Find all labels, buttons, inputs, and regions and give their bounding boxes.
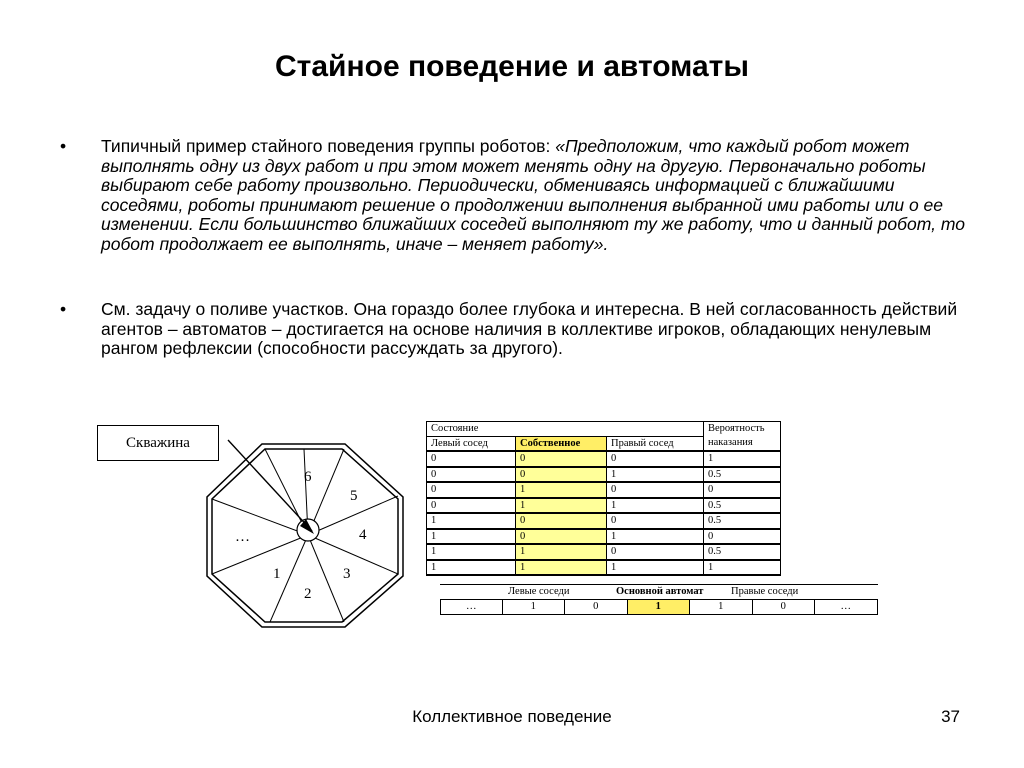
bullet-1-text xyxy=(101,137,971,254)
table-cell: 0 xyxy=(704,529,781,545)
bullet-marker: • xyxy=(60,299,67,319)
well-label-box xyxy=(97,425,219,461)
table-cell: 0 xyxy=(704,482,781,498)
bullet-marker: • xyxy=(60,136,67,156)
table-cell: 0 xyxy=(607,544,704,560)
well-label: Скважина xyxy=(126,434,190,451)
bullet-2-text: См. задачу о поливе участков. Она гораздо более глубока и интересна. В ней согласованность действий агентов – автоматов – достигается на основе наличия в коллективе игроков, обладающих ненулевым рангом рефлексии (способности рассуждать за другого). xyxy=(101,299,958,358)
prob-header-2: наказания xyxy=(704,436,781,451)
sector-label: 2 xyxy=(304,586,312,602)
sector-label: 1 xyxy=(273,566,281,582)
well-arrow xyxy=(228,440,312,531)
table-cell: 1 xyxy=(516,560,607,576)
table-cell: 0 xyxy=(607,451,704,467)
field-diagram xyxy=(200,430,430,630)
table-cell: 0 xyxy=(427,498,516,514)
main-automaton-label: Основной автомат xyxy=(616,586,704,597)
col-left-header: Левый сосед xyxy=(427,436,516,451)
table-row xyxy=(427,498,781,514)
slide-title: Стайное поведение и автоматы xyxy=(275,50,749,83)
automaton-cells xyxy=(440,600,878,615)
sector-line xyxy=(212,499,308,535)
table-row xyxy=(427,513,781,529)
state-group-header: Состояние xyxy=(427,422,704,437)
table-cell: 0 xyxy=(427,467,516,483)
col-own-header: Собственное xyxy=(516,436,607,451)
table-cell: 0 xyxy=(607,513,704,529)
table-cell: 1 xyxy=(427,544,516,560)
table-row xyxy=(427,451,781,467)
table-cell: 0 xyxy=(427,482,516,498)
col-right-header: Правый сосед xyxy=(607,436,704,451)
automaton-cell: … xyxy=(440,600,503,614)
automaton-strip xyxy=(440,584,878,615)
bullet-1-lead: Типичный пример стайного поведения группы роботов: xyxy=(101,136,556,156)
table-cell: 0 xyxy=(516,451,607,467)
table-header-row xyxy=(427,422,781,437)
table-cell: 1 xyxy=(427,513,516,529)
table-cell: 1 xyxy=(516,544,607,560)
automaton-cell: 1 xyxy=(690,600,753,614)
sector-label: … xyxy=(235,529,250,545)
table-cell: 0.5 xyxy=(704,544,781,560)
page-number: 37 xyxy=(941,707,960,726)
table-cell: 0 xyxy=(427,451,516,467)
table-cell: 0.5 xyxy=(704,498,781,514)
table-cell: 1 xyxy=(607,498,704,514)
table-header-row xyxy=(427,436,781,451)
table-cell: 1 xyxy=(704,560,781,576)
bullet-1-quote: «Предположим, что каждый робот может выполнять одну из двух работ и при этом может менять одну на другую. Первоначально роботы выбирают себе работу произвольно. Периодически, обмениваясь информацией с ближайшими соседями, роботы принимают решение о продолжении выполнения выбранной ими работы или о ее изменении. Если большинство ближайших соседей выполняют ту же работу, что и данный робот, то робот продолжает ее выполнять, иначе – меняет работу». xyxy=(101,136,965,254)
table-cell: 0 xyxy=(516,529,607,545)
table-cell: 1 xyxy=(427,529,516,545)
table-cell: 0 xyxy=(516,467,607,483)
sector-label: 6 xyxy=(304,469,312,485)
automaton-cell-main: 1 xyxy=(628,600,691,614)
prob-header: Вероятность xyxy=(704,422,781,437)
table-cell: 1 xyxy=(516,482,607,498)
table-cell: 0.5 xyxy=(704,513,781,529)
automaton-header xyxy=(440,584,878,600)
table-cell: 0 xyxy=(607,482,704,498)
table-row xyxy=(427,544,781,560)
state-table xyxy=(426,421,781,576)
table-cell: 1 xyxy=(427,560,516,576)
sector-label: 3 xyxy=(343,566,351,582)
table-cell: 0 xyxy=(516,513,607,529)
table-cell: 1 xyxy=(516,498,607,514)
sector-label: 4 xyxy=(359,527,367,543)
table-cell: 1 xyxy=(607,560,704,576)
automaton-cell: 0 xyxy=(753,600,816,614)
automaton-cell: 1 xyxy=(503,600,566,614)
table-cell: 0.5 xyxy=(704,467,781,483)
left-neighbors-label: Левые соседи xyxy=(508,586,570,597)
right-neighbors-label: Правые соседи xyxy=(731,586,799,597)
table-row xyxy=(427,560,781,576)
table-cell: 1 xyxy=(607,529,704,545)
sector-label: 5 xyxy=(350,488,358,504)
table-row xyxy=(427,467,781,483)
automaton-cell: … xyxy=(815,600,878,614)
table-row xyxy=(427,482,781,498)
automaton-cell: 0 xyxy=(565,600,628,614)
table-row xyxy=(427,529,781,545)
footer-text: Коллективное поведение xyxy=(412,707,612,726)
table-cell: 1 xyxy=(704,451,781,467)
table-cell: 1 xyxy=(607,467,704,483)
